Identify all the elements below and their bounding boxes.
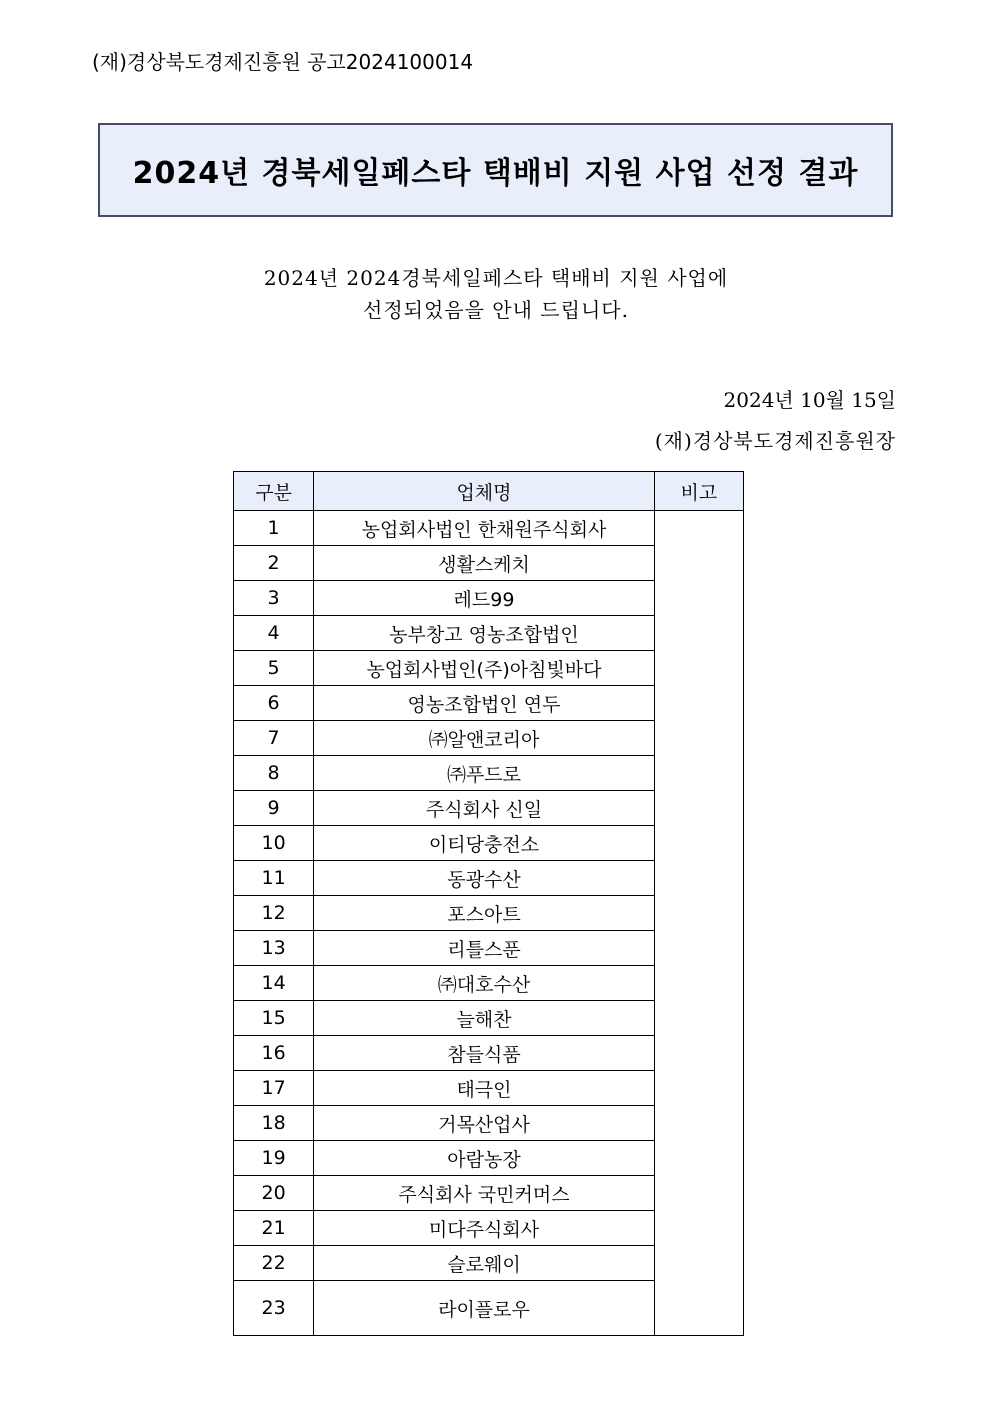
selection-results-table [233,471,744,1336]
row-number: 9 [234,791,314,826]
company-name: 슬로웨이 [314,1246,655,1281]
company-name: ㈜푸드로 [314,756,655,791]
row-number: 22 [234,1246,314,1281]
company-name: 이티당충전소 [314,826,655,861]
row-number: 12 [234,896,314,931]
row-number: 2 [234,546,314,581]
row-number: 17 [234,1071,314,1106]
company-name: ㈜대호수산 [314,966,655,1001]
company-name: 농업회사법인 한채원주식회사 [314,511,655,546]
company-name: 참들식품 [314,1036,655,1071]
row-number: 5 [234,651,314,686]
notice-number: (재)경상북도경제진흥원 공고2024100014 [92,50,474,74]
company-name: 농부창고 영농조합법인 [314,616,655,651]
row-number: 16 [234,1036,314,1071]
company-name: 레드99 [314,581,655,616]
table-header-row [234,472,744,511]
intro-line-2: 선정되었음을 안내 드립니다. [363,298,629,322]
issuing-organization: (재)경상북도경제진흥원장 [654,429,896,453]
header-remarks: 비고 [654,472,743,511]
company-name: 주식회사 신일 [314,791,655,826]
row-number: 18 [234,1106,314,1141]
intro-line-1: 2024년 2024경북세일페스타 택배비 지원 사업에 [263,266,729,290]
company-name: 생활스케치 [314,546,655,581]
row-number: 10 [234,826,314,861]
company-name: ㈜알앤코리아 [314,721,655,756]
company-name: 포스아트 [314,896,655,931]
company-name: 동광수산 [314,861,655,896]
company-name: 라이플로우 [314,1281,655,1336]
row-number: 19 [234,1141,314,1176]
company-name: 아람농장 [314,1141,655,1176]
announcement-date: 2024년 10월 15일 [723,388,896,412]
header-company-name: 업체명 [314,472,655,511]
company-name: 거목산업사 [314,1106,655,1141]
remarks-cell [654,511,743,1336]
company-name: 영농조합법인 연두 [314,686,655,721]
title-box [98,123,893,217]
table-row [234,511,744,546]
row-number: 3 [234,581,314,616]
row-number: 11 [234,861,314,896]
row-number: 21 [234,1211,314,1246]
company-name: 태극인 [314,1071,655,1106]
row-number: 8 [234,756,314,791]
row-number: 20 [234,1176,314,1211]
row-number: 1 [234,511,314,546]
document-title: 2024년 경북세일페스타 택배비 지원 사업 선정 결과 [132,156,859,191]
row-number: 4 [234,616,314,651]
company-name: 주식회사 국민커머스 [314,1176,655,1211]
company-name: 농업회사법인(주)아침빛바다 [314,651,655,686]
company-name: 미다주식회사 [314,1211,655,1246]
header-number: 구분 [234,472,314,511]
row-number: 14 [234,966,314,1001]
row-number: 6 [234,686,314,721]
company-name: 늘해찬 [314,1001,655,1036]
row-number: 15 [234,1001,314,1036]
company-name: 리틀스푼 [314,931,655,966]
row-number: 13 [234,931,314,966]
row-number: 23 [234,1281,314,1336]
row-number: 7 [234,721,314,756]
